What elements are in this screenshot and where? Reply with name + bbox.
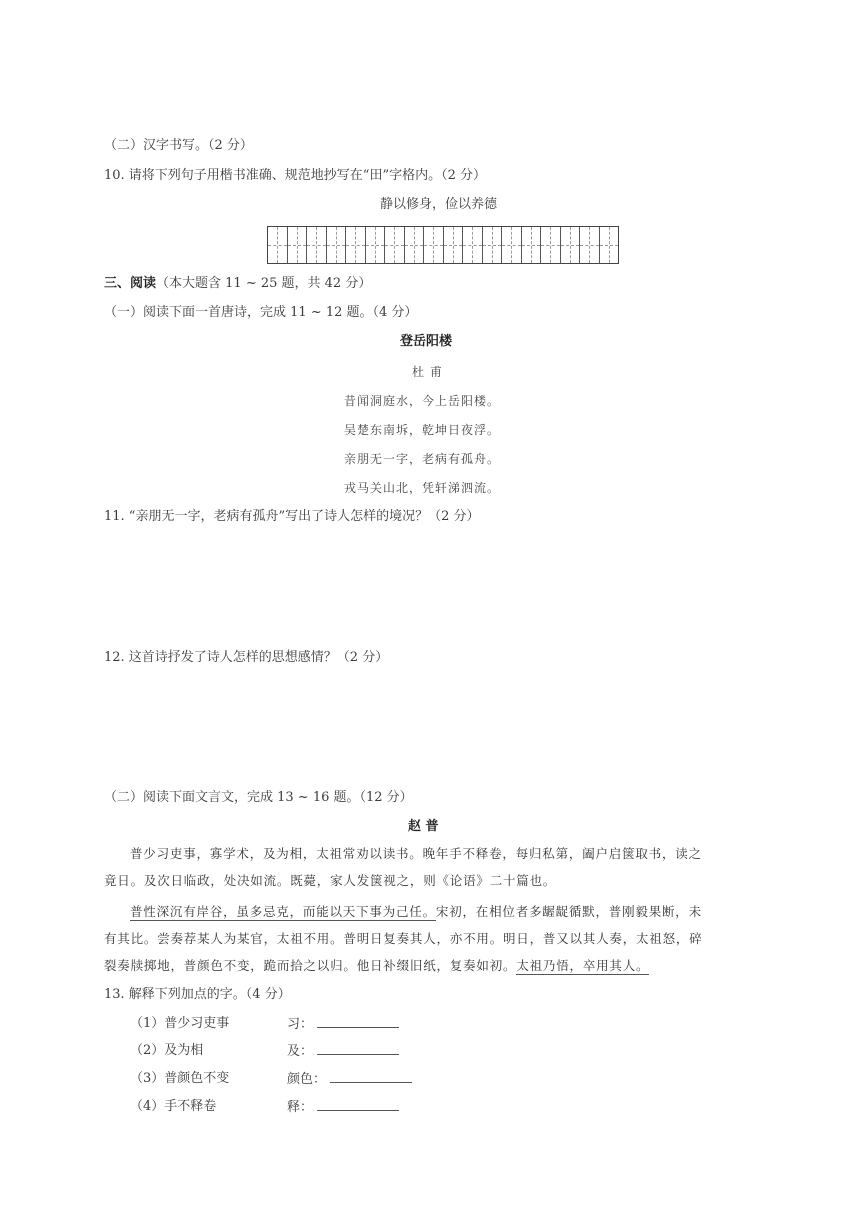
prose-line: [130, 903, 702, 921]
grid-cell[interactable]: [405, 227, 425, 263]
grid-cell[interactable]: [288, 227, 308, 263]
part-2-title: （二）阅读下面文言文，完成 13 ~ 16 题。（12 分）: [104, 790, 413, 805]
answer-blank[interactable]: [317, 1098, 399, 1111]
prose-line: [104, 957, 649, 975]
question-11: 11. “亲朋无一字，老病有孤舟”写出了诗人怎样的境况？（2 分）: [104, 509, 480, 524]
grid-cell[interactable]: [444, 227, 464, 263]
poem-line: 亲朋无一字，老病有孤舟。: [344, 452, 501, 466]
section-3-title: 三、阅读: [104, 276, 157, 291]
underlined-sentence: 太祖乃悟，卒用其人。: [516, 958, 650, 973]
grid-cell[interactable]: [463, 227, 483, 263]
q13-answer-row: [287, 1098, 399, 1117]
q13-answer-row: [287, 1042, 399, 1061]
grid-cell[interactable]: [346, 227, 366, 263]
grid-cell[interactable]: [541, 227, 561, 263]
prose-title: 赵 普: [408, 819, 439, 834]
answer-blank[interactable]: [317, 1042, 399, 1055]
prose-text: 裂奏牍掷地，普颜色不变，跪而拾之以归。他日补缀旧纸，复奏如初。: [104, 958, 517, 973]
poem-title: 登岳阳楼: [400, 334, 453, 349]
q13-item-key: 颜色：: [287, 1072, 327, 1087]
copy-sentence: 静以修身，俭以养德: [380, 197, 498, 212]
grid-cell[interactable]: [561, 227, 581, 263]
q13-item-label: （4）手不释卷: [130, 1099, 217, 1114]
q13-item-key: 释：: [287, 1100, 314, 1115]
poem-line: 昔闻洞庭水，今上岳阳楼。: [344, 394, 501, 408]
grid-cell[interactable]: [327, 227, 347, 263]
q13-answer-row: [287, 1015, 399, 1034]
prose-line: 普少习吏事，寡学术，及为相，太祖常劝以读书。晚年手不释卷，每归私第，阖户启箧取书，读之: [130, 846, 702, 861]
question-13: 13. 解释下列加点的字。（4 分）: [104, 987, 291, 1002]
underlined-sentence: 普性深沉有岸谷，虽多忌克，而能以天下事为己任。: [130, 904, 436, 919]
section-3-heading: [104, 275, 371, 293]
grid-cell[interactable]: [366, 227, 386, 263]
prose-text: 宋初，在相位者多龌龊循默，普刚毅果断，未: [435, 904, 702, 919]
tianzige-grid[interactable]: [267, 226, 619, 264]
answer-blank[interactable]: [330, 1070, 412, 1083]
grid-cell[interactable]: [580, 227, 600, 263]
q13-item-label: （3）普颜色不变: [130, 1071, 230, 1086]
poem-line: 吴楚东南坼，乾坤日夜浮。: [344, 423, 501, 437]
section-2-title: （二）汉字书写。（2 分）: [104, 138, 253, 153]
grid-cell[interactable]: [502, 227, 522, 263]
grid-cell[interactable]: [483, 227, 503, 263]
part-1-title: （一）阅读下面一首唐诗，完成 11 ~ 12 题。（4 分）: [104, 305, 418, 320]
question-10: 10. 请将下列句子用楷书准确、规范地抄写在“田”字格内。（2 分）: [104, 168, 487, 183]
grid-cell[interactable]: [424, 227, 444, 263]
q13-answer-row: [287, 1070, 412, 1089]
answer-blank[interactable]: [317, 1015, 399, 1028]
section-3-note: （本大题含 11 ~ 25 题，共 42 分）: [156, 276, 372, 291]
grid-cell[interactable]: [522, 227, 542, 263]
q13-item-key: 习：: [287, 1017, 314, 1032]
grid-cell[interactable]: [385, 227, 405, 263]
grid-cell[interactable]: [600, 227, 619, 263]
q13-item-label: （2）及为相: [130, 1043, 204, 1058]
poem-line: 戎马关山北，凭轩涕泗流。: [344, 481, 501, 495]
poem-author: 杜 甫: [412, 365, 443, 379]
prose-line: 有其比。尝奏荐某人为某官，太祖不用。普明日复奏其人，亦不用。明日，普又以其人奏，太祖怒，碎: [104, 931, 703, 946]
prose-line: 竟日。及次日临政，处决如流。既薨，家人发箧视之，则《论语》二十篇也。: [104, 873, 557, 888]
q13-item-label: （1）普少习吏事: [130, 1016, 230, 1031]
q13-item-key: 及：: [287, 1044, 314, 1059]
grid-cell[interactable]: [307, 227, 327, 263]
grid-cell[interactable]: [268, 227, 288, 263]
question-12: 12. 这首诗抒发了诗人怎样的思想感情？（2 分）: [104, 650, 389, 665]
